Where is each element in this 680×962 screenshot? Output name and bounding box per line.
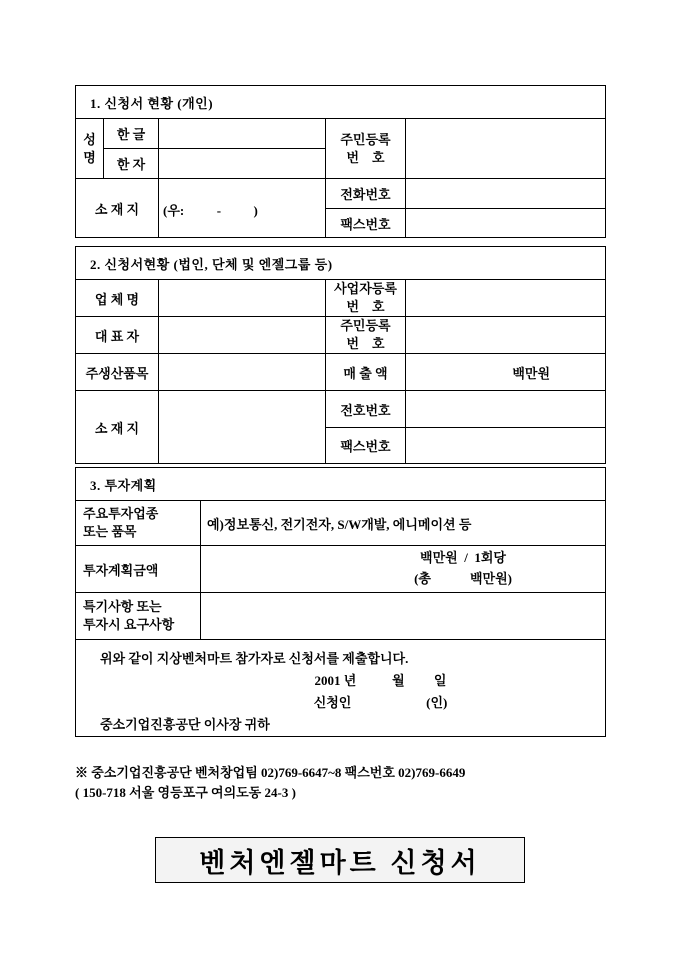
declaration-cell bbox=[76, 640, 606, 737]
form-title-box bbox=[155, 837, 525, 883]
name-label-line2: 명 bbox=[83, 149, 96, 165]
form-title: 벤처엔젤마트 신청서 bbox=[199, 847, 481, 878]
section3-investment-table bbox=[75, 467, 606, 737]
declaration-recipient: 중소기업진흥공단 이사장 귀하 bbox=[100, 717, 270, 732]
sales-unit-text: 백만원 bbox=[512, 365, 551, 381]
company-name-label: 업 체 명 bbox=[76, 280, 159, 317]
investment-sector-label bbox=[76, 501, 201, 546]
postal-code-prefix: (우: - ) bbox=[163, 203, 258, 218]
resident-number-label-line2: 번 호 bbox=[346, 149, 385, 165]
investment-amount-line1: 백만원 / 1회당 bbox=[420, 550, 506, 566]
ceo-resident-number-field[interactable] bbox=[406, 317, 606, 354]
address-label: 소 재 지 bbox=[76, 179, 159, 238]
sales-label: 매 출 액 bbox=[326, 354, 406, 391]
hanja-label: 한 자 bbox=[104, 149, 159, 179]
fax-field[interactable] bbox=[406, 209, 606, 238]
declaration-applicant: 신청인 (인) bbox=[313, 695, 448, 710]
ceo-resident-label-line2: 번 호 bbox=[346, 336, 385, 351]
investment-amount-label: 투자계획금액 bbox=[76, 546, 201, 593]
corporate-phone-label: 전호번호 bbox=[326, 391, 406, 428]
hangul-name-field[interactable] bbox=[159, 119, 326, 149]
ceo-resident-label-line1: 주민등록 bbox=[340, 318, 391, 334]
business-number-label-line1: 사업자등록 bbox=[334, 281, 397, 297]
declaration-date: 2001 년 월 일 bbox=[314, 673, 447, 688]
name-label-line1: 성 bbox=[83, 131, 96, 147]
resident-number-label-line1: 주민등록 bbox=[340, 131, 391, 147]
form-content bbox=[75, 85, 605, 883]
resident-number-field[interactable] bbox=[406, 119, 606, 179]
phone-field[interactable] bbox=[406, 179, 606, 209]
special-notes-label-line1: 특기사항 또는 bbox=[83, 599, 162, 615]
special-notes-label-line2: 투자시 요구사항 bbox=[83, 617, 175, 632]
corporate-address-field[interactable] bbox=[159, 391, 326, 464]
section1-title: 1. 신청서 현황 (개인) bbox=[76, 86, 606, 119]
footnote-address: ( 150-718 서울 영등포구 여의도동 24-3 ) bbox=[75, 785, 296, 800]
sales-amount-field[interactable] bbox=[406, 354, 606, 391]
main-product-field[interactable] bbox=[159, 354, 326, 391]
corporate-phone-field[interactable] bbox=[406, 391, 606, 428]
corporate-address-label: 소 재 지 bbox=[76, 391, 159, 464]
name-label bbox=[76, 119, 104, 179]
special-notes-field[interactable] bbox=[201, 593, 606, 640]
section2-corporate-table bbox=[75, 246, 606, 464]
business-number-field[interactable] bbox=[406, 280, 606, 317]
ceo-name-field[interactable] bbox=[159, 317, 326, 354]
phone-label: 전화번호 bbox=[326, 179, 406, 209]
special-notes-label bbox=[76, 593, 201, 640]
business-number-label-line2: 번 호 bbox=[346, 299, 385, 314]
footnote bbox=[75, 763, 605, 803]
corporate-fax-label: 팩스번호 bbox=[326, 428, 406, 464]
investment-amount-line2: (총 백만원) bbox=[414, 571, 512, 586]
footnote-contact: ※ 중소기업진흥공단 벤처창업팀 02)769-6647~8 팩스번호 02)769-6649 bbox=[75, 765, 466, 780]
declaration-text: 위와 같이 지상벤처마트 참가자로 신청서를 제출합니다. bbox=[100, 651, 409, 666]
section3-title: 3. 투자계획 bbox=[76, 468, 606, 501]
section1-individual-table bbox=[75, 85, 606, 238]
investment-sector-label-line1: 주요투자업종 bbox=[83, 506, 159, 522]
company-name-field[interactable] bbox=[159, 280, 326, 317]
hangul-label: 한 글 bbox=[104, 119, 159, 149]
main-product-label: 주생산품목 bbox=[76, 354, 159, 391]
ceo-label: 대 표 자 bbox=[76, 317, 159, 354]
investment-amount-field[interactable] bbox=[201, 546, 606, 593]
hanja-name-field[interactable] bbox=[159, 149, 326, 179]
investment-sector-example: 예)정보통신, 전기전자, S/W개발, 에니메이션 등 bbox=[207, 516, 472, 532]
resident-number-label bbox=[326, 119, 406, 179]
fax-label: 팩스번호 bbox=[326, 209, 406, 238]
address-field[interactable] bbox=[159, 179, 326, 238]
corporate-fax-field[interactable] bbox=[406, 428, 606, 464]
investment-sector-label-line2: 또는 품목 bbox=[83, 524, 137, 539]
business-number-label bbox=[326, 280, 406, 317]
section2-title: 2. 신청서현황 (법인, 단체 및 엔젤그룹 등) bbox=[76, 247, 606, 280]
investment-sector-field[interactable] bbox=[201, 501, 606, 546]
ceo-resident-number-label bbox=[326, 317, 406, 354]
